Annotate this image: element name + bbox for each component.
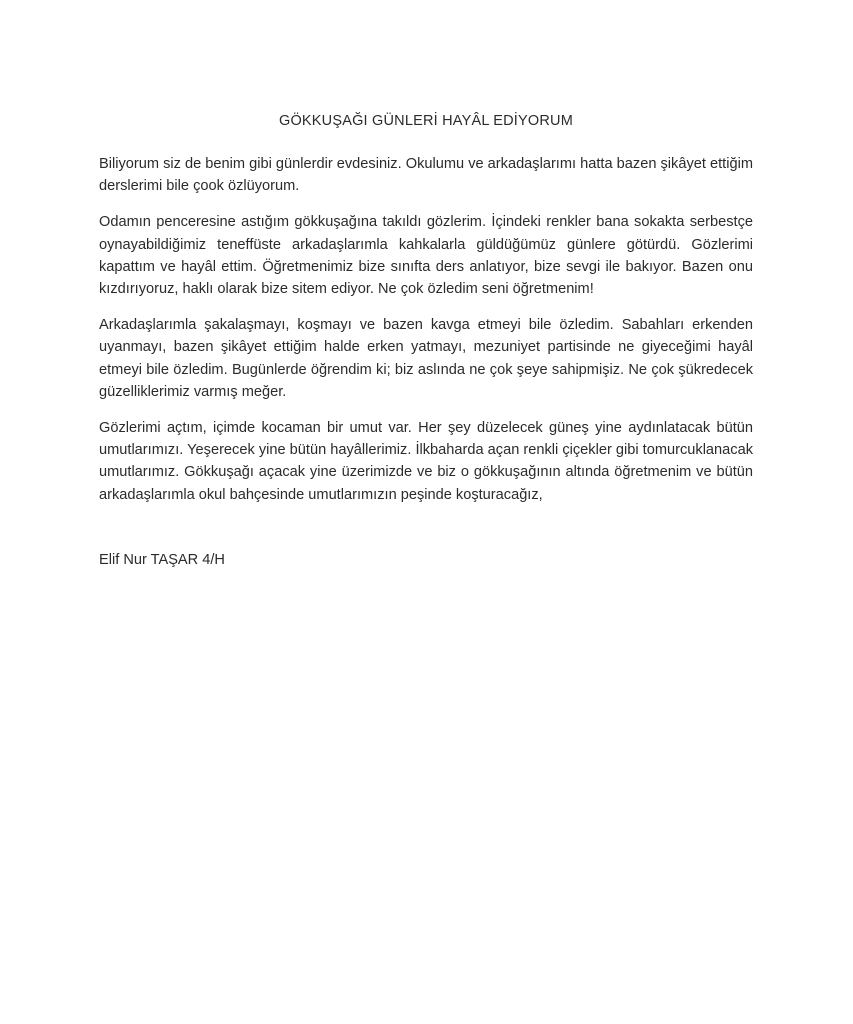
paragraph-2: Odamın penceresine astığım gökkuşağına takıldı gözlerim. İçindeki renkler bana sokakta serbestçe oynayabildiğimiz teneffüste arkadaşlarımla kahkalarla güldüğümüz günlere götürdü. Gözlerimi kapattım ve hayâl ettim. Öğretmenimiz bize sınıfta ders anlatıyor, bize sevgi ile bakıyor. Bazen onu kızdırıyoruz, haklı olarak bize sitem ediyor. Ne çok özledim seni öğretmenim! — [99, 214, 753, 298]
paragraph-1: Biliyorum siz de benim gibi günlerdir evdesiniz. Okulumu ve arkadaşlarımı hatta bazen şikâyet ettiğim derslerimi bile çook özlüyorum. — [99, 156, 753, 195]
document-title: GÖKKUŞAĞI GÜNLERİ HAYÂL EDİYORUM — [278, 113, 574, 129]
author-signature: Elif Nur TAŞAR 4/H — [99, 552, 225, 568]
document-text-block — [99, 112, 753, 506]
paragraph-4: Gözlerimi açtım, içimde kocaman bir umut var. Her şey düzelecek güneş yine aydınlatacak bütün umutlarımızı. Yeşerecek yine bütün hayâllerimiz. İlkbaharda açan renkli çiçekler gibi tomurcuklanacak umutlarımız. Gökkuşağı açacak yine üzerimizde ve biz o gökkuşağının altında öğretmenim ve bütün arkadaşlarımla okul bahçesinde umutlarımızın peşinde koşturacağız, — [99, 420, 753, 503]
paragraph-3: Arkadaşlarımla şakalaşmayı, koşmayı ve bazen kavga etmeyi bile özledim. Sabahları erkenden uyanmayı, bazen şikâyet ettiğim halde erken yatmayı, mezuniyet partisinde ne giyeceğimi hayâl etmeyi bile özledim. Bugünlerde öğrendim ki; biz aslında ne çok şeye sahipmişiz. Ne çok şükredecek güzelliklerimiz varmış meğer. — [99, 317, 753, 400]
